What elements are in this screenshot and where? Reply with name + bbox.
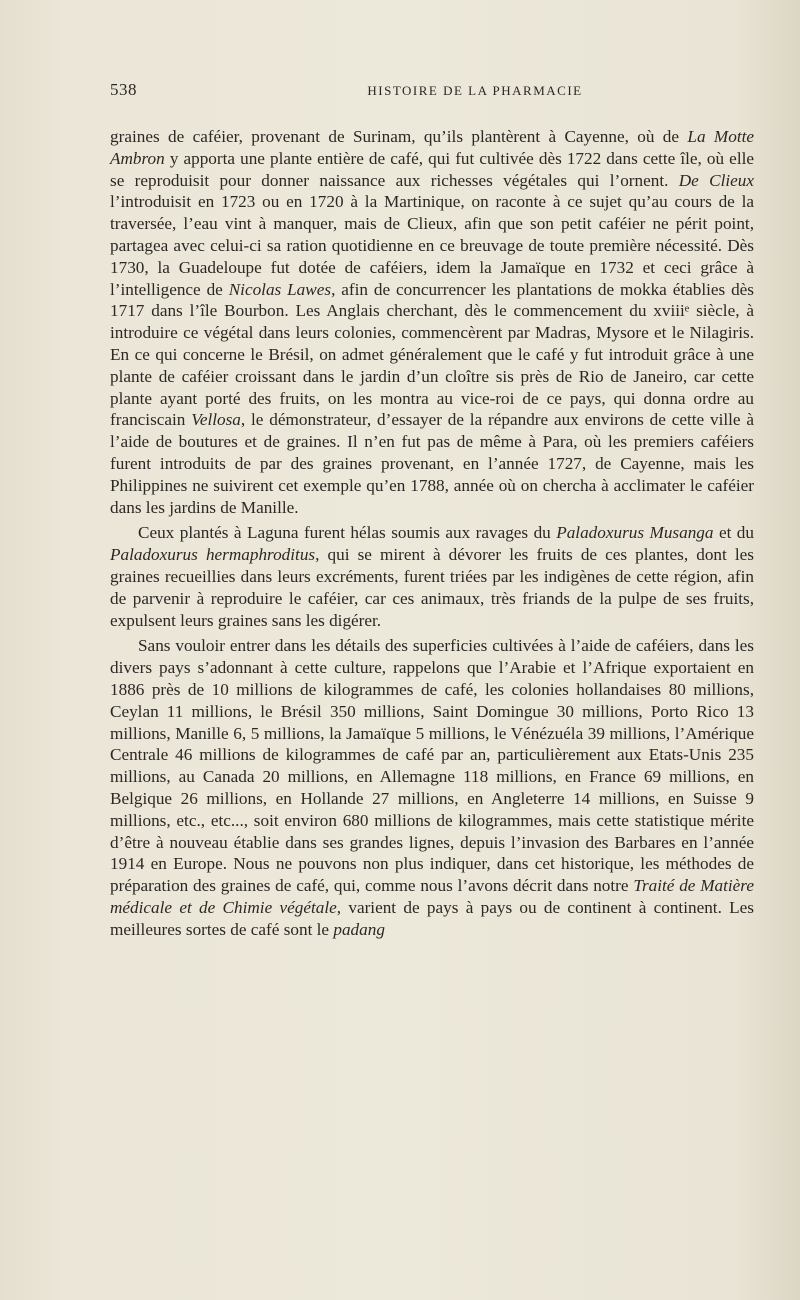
text-run: et du [713,523,754,543]
paragraph [110,635,754,940]
running-title: HISTOIRE DE LA PHARMACIE [367,83,583,98]
italic-text: Traité de Matière médicale et de Chimie végétale [110,876,754,917]
italic-text: padang [333,919,385,939]
text-run: , afin de concurrencer les plantations de mokka établies dès 1717 dans l’île Bourbon. Les Anglais cherchant, dès le commencement du xviiiᵉ siècle, à introduire ce végétal dans leurs colonies, commencèrent par Madras, Mysore et le Nilagiris. En ce qui concerne le Brésil, on admet généralement que le café y fut introduit grâce à une plante de caféier croissant dans le jardin d’un cloître sis près de Rio de Janeiro, car cette plante ayant porté des fruits, on les montra au vice-roi de ce pays, qui donna ordre au franciscain [110,279,754,430]
text-run: l’introduisit en 1723 ou en 1720 à la Martinique, on raconte à ce sujet qu’au cours de la traversée, l’eau vint à manquer, mais de Clieux, afin que son petit caféier ne périt point, partagea avec celui-ci sa ration quotidienne en ce breuvage de toute première nécessité. Dès 1730, la Guadeloupe fut dotée de caféiers, idem la Jamaïque en 1732 et ceci grâce à l’intelligence de [110,192,754,299]
paragraph [110,126,754,518]
text-run: Sans vouloir entrer dans les détails des superficies cultivées à l’aide de caféiers, dans les divers pays s’adonnant à cette culture, rappelons que l’Arabie et l’Afrique exportaient en 1886 près de 10 millions de kilogrammes de café, les colonies hollandaises 80 millions, Ceylan 11 millions, le Brésil 350 millions, Saint Domingue 30 millions, Porto Rico 13 millions, Manille 6, 5 millions, la Jamaïque 5 millions, le Vénézuéla 39 millions, l’Amérique Centrale 46 millions de kilogrammes de café par an, particulièrement aux Etats-Unis 235 millions, au Canada 20 millions, en Allemagne 118 millions, en France 69 millions, en Belgique 26 millions, en Hollande 27 millions, en Angleterre 14 millions, en Suisse 9 millions, etc., etc..., soit environ 680 millions de kilogrammes, mais cette statistique mérite d’être à nouveau établie dans ses grandes lignes, depuis l’invasion des Barbares en l’année 1914 en Europe. Nous ne pouvons non plus indiquer, dans cet historique, les méthodes de préparation des graines de café, qui, comme nous l’avons décrit dans notre [110,636,754,896]
page-header [110,80,750,104]
paragraph [110,522,754,631]
italic-text: Paladoxurus Musanga [556,523,714,543]
text-run: graines de caféier, provenant de Surinam, qu’ils plantèrent à Cayenne, où de [110,127,688,146]
text-run: , varient de pays à pays ou de continent à continent. Les meilleures sortes de café sont le [110,897,754,939]
italic-text: La Motte Ambron [110,127,754,168]
body-text [110,126,754,940]
text-run: , qui se mirent à dévorer les fruits de ces plantes, dont les graines recueillies dans leurs excréments, furent triées par les indigènes de cette région, afin de parvenir à reproduire le caféier, car ces animaux, très friands de la pulpe de ses fruits, expulsent leurs graines sans les digérer. [110,545,754,630]
text-run: Ceux plantés à Laguna furent hélas soumis aux ravages du [138,523,557,543]
page-number: 538 [110,80,137,99]
italic-text: Paladoxurus hermaphroditus [110,545,316,565]
italic-text: Nicolas Lawes [228,279,332,299]
text-run: , le démonstrateur, d’essayer de la répandre aux environs de cette ville à l’aide de boutures et de graines. Il n’en fut pas de même à Para, où les premiers caféiers furent introduits de par des graines provenant, en l’année 1727, de Cayenne, mais les Philippines ne suivirent cet exemple qu’en 1788, année où on chercha à acclimater le caféier dans les jardins de Manille. [110,410,755,517]
italic-text: Vellosa [191,410,241,430]
text-run: y apporta une plante entière de café, qui fut cultivée dès 1722 dans cette île, où elle se reproduisit pour donner naissance aux richesses végétales qui l’ornent. [110,148,754,190]
italic-text: De Clieux [678,170,754,190]
